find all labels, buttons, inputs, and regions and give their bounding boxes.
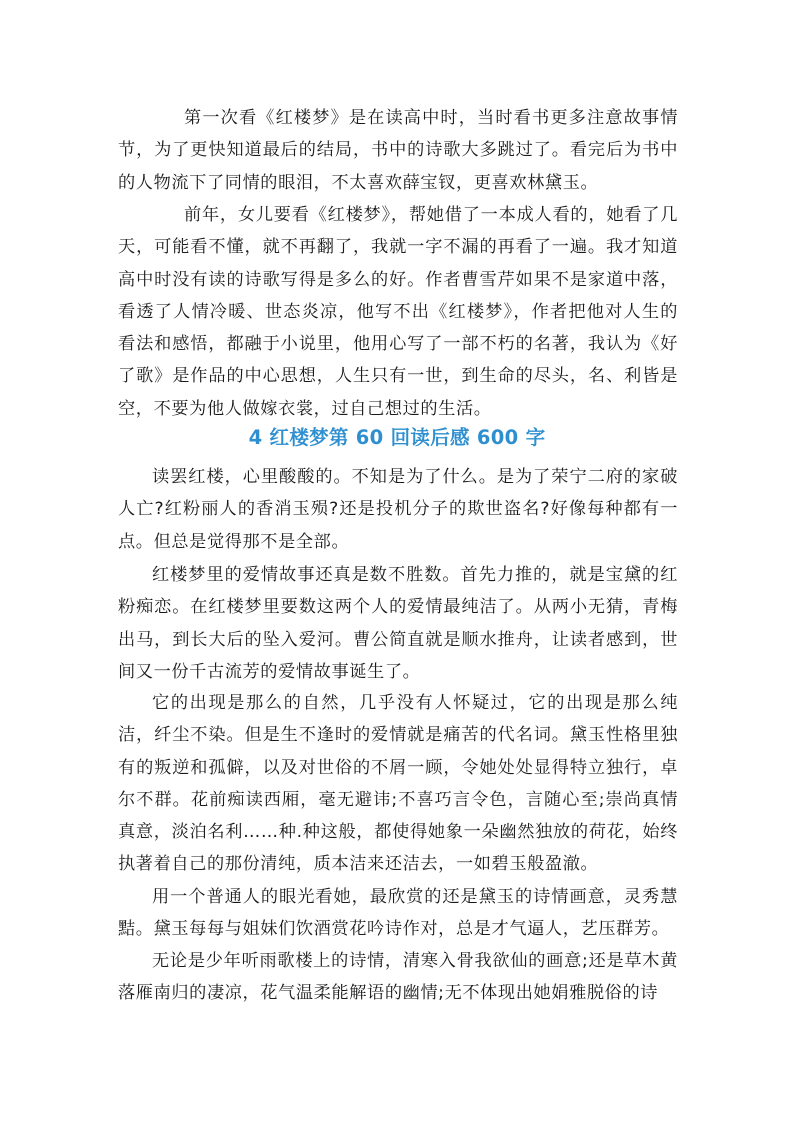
paragraph-poetic-moods: 无论是少年听雨歌楼上的诗情，清寒入骨我欲仙的画意;还是草木黄落雁南归的凄凉，花气温柔能解语的幽情;无不体现出她娟雅脱俗的诗 (118, 951, 678, 1004)
paragraph-poetic-talent: 用一个普通人的眼光看她，最欣赏的还是黛玉的诗情画意，灵秀慧黠。黛玉每每与姐妹们饮酒赏花吟诗作对，总是才气逼人，艺压群芳。 (118, 887, 678, 940)
paragraph-after-reading: 读罢红楼，心里酸酸的。不知是为了什么。是为了荣宁二府的家破人亡?红粉丽人的香消玉殒?还是投机分子的欺世盗名?好像每种都有一点。但总是觉得那不是全部。 (118, 467, 678, 552)
section-heading: 4 红楼梦第 60 回读后感 600 字 (248, 426, 546, 449)
paragraph-daughter-reading: 前年，女儿要看《红楼梦》，帮她借了一本成人看的，她看了几天，可能看不懂，就不再翻了，我就一字不漏的再看了一遍。我才知道高中时没有读的诗歌写得是多么的好。作者曹雪芹如果不是家道中落，看透了人情冷暖、世态炎凉，他写不出《红楼梦》，作者把他对人生的看法和感悟，都融于小说里，他用心写了一部不朽的名著，我认为《好了歌》是作品的中心思想，人生只有一世，到生命的尽头，名、利皆是空，不要为他人做嫁衣裳，过自己想过的生活。 (118, 205, 678, 419)
paragraph-first-reading: 第一次看《红楼梦》是在读高中时，当时看书更多注意故事情节，为了更快知道最后的结局，书中的诗歌大多跳过了。看完后为书中的人物流下了同情的眼泪，不太喜欢薛宝钗，更喜欢林黛玉。 (118, 108, 678, 193)
paragraph-daiyu-character: 它的出现是那么的自然，几乎没有人怀疑过，它的出现是那么纯洁，纤尘不染。但是生不逢时的爱情就是痛苦的代名词。黛玉性格里独有的叛逆和孤僻，以及对世俗的不屑一顾，令她处处显得特立独行，卓尔不群。花前痴读西厢，毫无避讳;不喜巧言令色，言随心至;崇尚真情真意，淡泊名利……种.种这般，都使得她象一朵幽然独放的荷花，始终执著着自己的那份清纯，质本洁来还洁去，一如碧玉般盈澈。 (118, 693, 678, 875)
paragraph-love-story: 红楼梦里的爱情故事还真是数不胜数。首先力推的，就是宝黛的红粉痴恋。在红楼梦里要数这两个人的爱情最纯洁了。从两小无猜，青梅出马，到长大后的坠入爱河。曹公简直就是顺水推舟，让读者感到，世间又一份千古流芳的爱情故事诞生了。 (118, 565, 678, 682)
